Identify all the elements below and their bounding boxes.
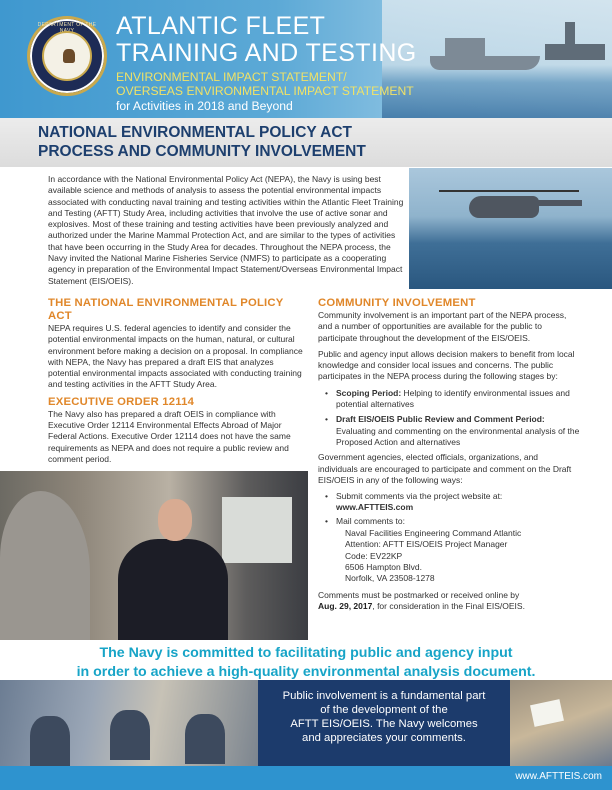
stage-scoping [318,388,580,411]
officer-head-image [158,499,192,541]
destroyer-image [545,44,605,60]
website-link[interactable]: www.AFTTEIS.com [336,502,414,513]
community-p1: Community involvement is an important part of the NEPA process, and a number of opportunities are available for the public to participate throughout the development of the EIS/OEIS. [318,310,567,343]
attendee-image [185,714,225,764]
supply-ship-image [430,56,540,70]
header-banner [0,0,612,118]
eo-text: The Navy also has prepared a draft OEIS in compliance with Executive Order 12114 Environmental Effects Abroad of Major Federal Actions. Executive Order 12114 does not have the same requirements as NEPA and does not require a public review and comment period. [48,408,291,464]
right-column [318,297,580,617]
address-line: Attention: AFTT EIS/OEIS Project Manager [345,539,508,550]
page-title-line1: ATLANTIC FLEET [116,12,326,40]
quote-line2: in order to achieve a high-quality environmental analysis document. [76,664,536,680]
way-website-text: Submit comments via the project website at: [336,491,503,502]
way-mail: • Mail comments to: [318,516,580,527]
attendee-image [30,716,70,766]
attendee-image [110,710,150,760]
community-p2: Public and agency input allows decision makers to benefit from local knowledge and consider local issues and concerns. The public participates in the NEPA process during the following stages by: [318,348,575,382]
address-line: Norfolk, VA 23508-1278 [345,573,435,584]
subtitle-line1: ENVIRONMENTAL IMPACT STATEMENT/ [116,70,347,84]
deadline-text [318,590,580,613]
seal-center [42,31,92,81]
subtitle-line3: for Activities in 2018 and Beyond [116,99,293,113]
stage-scoping-text: Helping to identify environmental issues and potential alternatives [336,387,570,410]
community-p3: Government agencies, elected officials, organizations, and individuals are encouraged to participate and comment on the Draft EIS/OEIS in any of the following ways: [318,452,572,485]
page-title-line2: TRAINING AND TESTING [116,39,417,67]
commitment-quote [0,644,612,682]
message-line3: AFTT EIS/OEIS. The Navy welcomes [290,718,478,730]
stage-review [318,414,580,448]
nepa-heading: THE NATIONAL ENVIRONMENTAL POLICY ACT [48,297,284,322]
stage-review-label: Draft EIS/OEIS Public Review and Comment Period: [336,414,545,425]
community-heading: COMMUNITY INVOLVEMENT [318,297,476,309]
address-line: 6506 Hampton Blvd. [345,561,423,572]
section-title-band [0,118,612,167]
way-website [318,491,580,514]
footer-bar [0,766,612,790]
message-line1: Public involvement is a fundamental part [282,690,486,702]
address-line: Naval Facilities Engineering Command Atlantic [345,528,522,539]
helicopter-photo [409,168,612,289]
attendees-photo [0,680,258,766]
address-line: Code: EV22KP [345,550,403,561]
helicopter-tail-image [537,200,582,206]
navy-seal-logo [27,16,107,96]
message-line4: and appreciates your comments. [302,732,466,744]
attendee-image [0,491,90,640]
deadline-post: , for consideration in the Final EIS/OEIS. [372,600,525,611]
section-title-line2: PROCESS AND COMMUNITY INVOLVEMENT [38,143,366,160]
seal-text: DEPARTMENT OF THE [37,22,97,28]
left-column [48,297,308,470]
nepa-text: NEPA requires U.S. federal agencies to identify and consider the potential environmental impacts on the human, natural, or cultural environment before making a decision on a proposal. In compliance with NEPA, the Navy has prepared a draft EIS that analyzes potential environmental impacts associated with conducting training and testing activities in the AFTT Study Area. [48,323,303,390]
comment-sign-image [530,699,564,727]
stage-scoping-label: Scoping Period: [336,387,402,398]
public-meeting-photo [0,471,308,640]
navy-officer-image [118,539,228,640]
subtitle-line2: OVERSEAS ENVIRONMENTAL IMPACT STATEMENT [116,84,414,98]
section-title-line1: NATIONAL ENVIRONMENTAL POLICY ACT [38,124,353,141]
mail-address [318,528,580,584]
intro-paragraph: In accordance with the National Environmental Policy Act (NEPA), the Navy is using best available science and methods of analysis to assess the potential environmental impacts associated with conducting naval training and testing activities within the Atlantic Fleet Training and Testing (AFTT) Study Area, including activities that involve the use of active sonar and explosives. Most of these training and testing activities have been previously analyzed and authorized under the Marine Mammal Protection Act, and are similar to the types of activities that have been occurring in the Study Area for decades. Throughout the NEPA process, the Navy invited the National Marine Fisheries Service (NMFS) to participate as a cooperating agency in preparation of the Environmental Impact Statement/Overseas Environmental Impact Statement (EIS/OEIS). [48,174,404,286]
ship-superstructure-image [445,38,485,58]
eo-heading: EXECUTIVE ORDER 12114 [48,395,195,408]
message-line2: of the development of the [320,704,448,716]
footer-website-link[interactable]: www.AFTTEIS.com [515,771,602,782]
deadline-pre: Comments must be postmarked or received online by [318,589,520,600]
rotor-image [439,190,579,192]
comment-table-photo [510,680,612,766]
projection-screen-image [222,497,292,563]
bottom-band [0,680,612,766]
eagle-icon [63,49,75,63]
quote-line1: The Navy is committed to facilitating public and agency input [99,645,513,661]
deadline-date: Aug. 29, 2017 [318,600,373,611]
stage-review-text: Evaluating and commenting on the environmental analysis of the Proposed Action and alternatives [336,425,580,447]
helicopter-body-image [469,196,539,218]
public-involvement-message [258,689,510,745]
destroyer-mast-image [565,22,575,46]
